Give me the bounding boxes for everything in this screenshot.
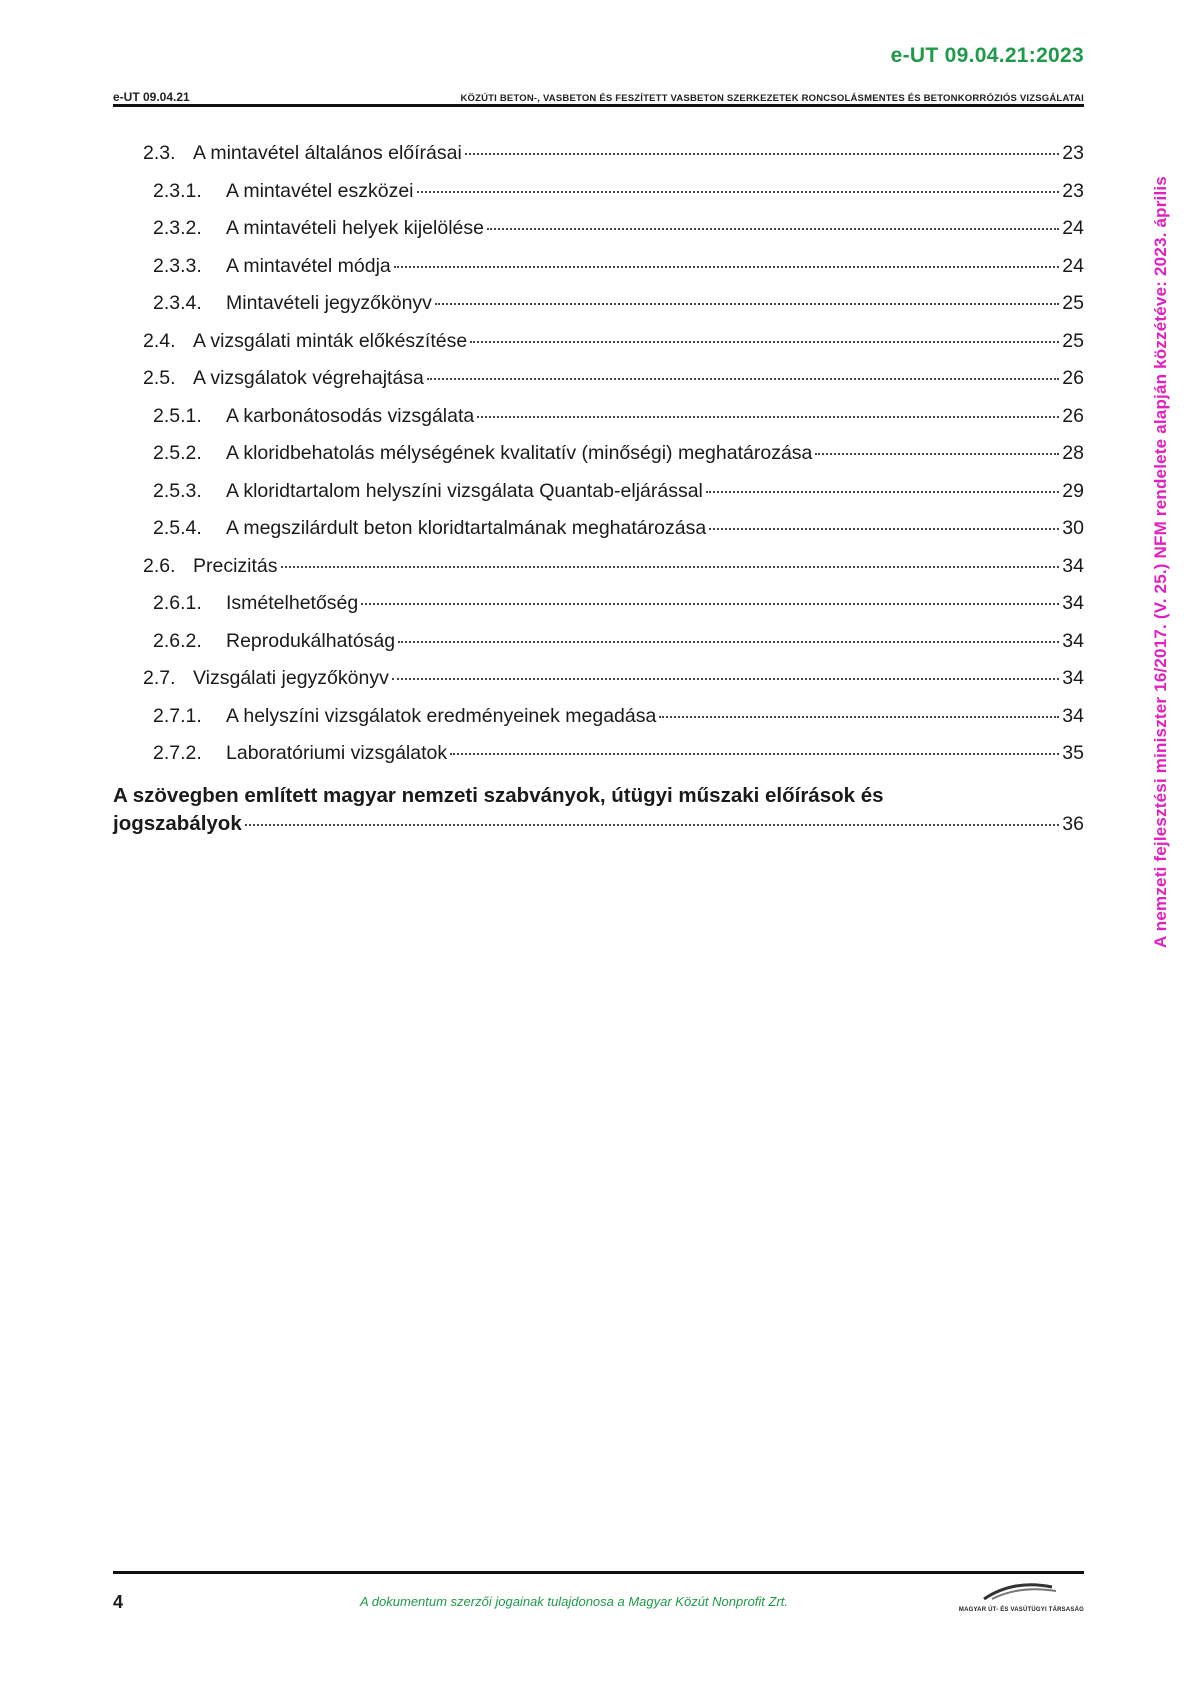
header-short-code: e-UT 09.04.21 (113, 90, 190, 104)
toc-entry-page: 34 (1062, 667, 1084, 689)
toc-entry-number: 2.5.1. (153, 404, 202, 427)
toc-entry-page: 25 (1062, 329, 1084, 352)
toc-entry-page: 30 (1062, 517, 1084, 539)
header-title: KÖZÚTI BETON-, VASBETON ÉS FESZÍTETT VASBETON SZERKEZETEK RONCSOLÁSMENTES ÉS BETONKORRÓZIÓS VIZSGÁLATAI (460, 93, 1084, 104)
toc-entry-title: A kloridtartalom helyszíni vizsgálata Quantab-eljárással (226, 479, 703, 502)
dot-leader (427, 378, 1059, 380)
footer-rule (113, 1571, 1084, 1574)
toc-entry[interactable] (113, 480, 1084, 518)
toc-entry[interactable] (113, 592, 1084, 630)
toc-entry-number: 2.7. (143, 667, 176, 689)
toc-entry-title: A mintavételi helyek kijelölése (226, 217, 484, 239)
running-header (113, 84, 1084, 104)
dot-leader (470, 341, 1059, 343)
toc-entry-page: 34 (1062, 629, 1084, 652)
footer-copyright: A dokumentum szerzői jogainak tulajdonosa a Magyar Közút Nonprofit Zrt. (360, 1594, 789, 1609)
toc-final-line2 (113, 810, 1084, 838)
toc-entry-title: Reprodukálhatóság (226, 629, 396, 652)
toc-entry-title: A vizsgálati minták előkészítése (193, 329, 468, 352)
toc-entry-title: A vizsgálatok végrehajtása (193, 367, 424, 389)
dot-leader (706, 491, 1059, 493)
toc-entry-page: 26 (1062, 367, 1084, 389)
toc-entry-standards[interactable] (113, 782, 1084, 838)
dot-leader (435, 303, 1059, 305)
toc-entry[interactable] (113, 405, 1084, 443)
toc-entry-title: A megszilárdult beton kloridtartalmának meghatározása (226, 517, 707, 539)
dot-leader (398, 641, 1059, 643)
page-number: 4 (113, 1592, 124, 1612)
toc-entry-number: 2.6. (143, 554, 176, 577)
toc-final-line1: A szövegben említett magyar nemzeti szabványok, útügyi műszaki előírások és (113, 783, 884, 807)
toc-entry[interactable] (113, 255, 1084, 293)
toc-entry-number: 2.6.1. (153, 592, 202, 614)
toc-entry[interactable] (113, 517, 1084, 555)
toc-entry-title: Ismételhetőség (226, 592, 359, 614)
toc-entry[interactable] (113, 742, 1084, 780)
header-rule (113, 104, 1084, 107)
toc-entry[interactable] (113, 667, 1084, 705)
dot-leader (394, 266, 1060, 268)
organization-logo (934, 1577, 1084, 1613)
toc-entry[interactable] (113, 292, 1084, 330)
side-publication-note: A nemzeti fejlesztési miniszter 16/2017. (V. 25.) NFM rendelete alapján közzétéve: 2023. április (1151, 176, 1170, 948)
dot-leader (487, 228, 1059, 230)
toc-entry-number: 2.6.2. (153, 629, 202, 652)
toc-entry-page: 34 (1062, 592, 1084, 614)
toc-entry-number: 2.5.3. (153, 479, 202, 502)
dot-leader (392, 678, 1059, 680)
toc-entry-number: 2.7.2. (153, 742, 202, 764)
toc-final-title-end: jogszabályok (113, 811, 242, 835)
toc-entry[interactable] (113, 180, 1084, 218)
toc-entry-number: 2.4. (143, 329, 176, 352)
dot-leader (281, 566, 1060, 568)
toc-entry[interactable] (113, 442, 1084, 480)
logo-text: MAGYAR ÚT- ÉS VASÚTÜGYI TÁRSASÁG (958, 1607, 1084, 1613)
dot-leader (245, 824, 1060, 826)
toc-entry-title: Precizitás (193, 554, 278, 577)
toc-entry-number: 2.3.3. (153, 254, 202, 277)
toc-entry-number: 2.3. (143, 142, 176, 164)
toc-entry[interactable] (113, 367, 1084, 405)
toc-entry[interactable] (113, 142, 1084, 180)
toc-entry-page: 25 (1062, 292, 1084, 314)
toc-entry-title: A mintavétel eszközei (226, 179, 414, 202)
toc-final-page: 36 (1062, 812, 1084, 835)
toc-entry-number: 2.3.2. (153, 217, 202, 239)
toc-entry-number: 2.3.4. (153, 292, 202, 314)
dot-leader (465, 153, 1059, 155)
toc-entry-page: 28 (1062, 442, 1084, 464)
dot-leader (709, 528, 1059, 530)
toc-entry-page: 24 (1062, 217, 1084, 239)
toc-entry-page: 23 (1062, 142, 1084, 164)
toc-entry[interactable] (113, 630, 1084, 668)
toc-entry-number: 2.3.1. (153, 179, 202, 202)
toc-entry-title: A mintavétel módja (226, 254, 391, 277)
toc-entry-page: 29 (1062, 479, 1084, 502)
toc-entry-title: Laboratóriumi vizsgálatok (226, 742, 448, 764)
toc-entry-number: 2.5.2. (153, 442, 202, 464)
toc-entry-title: Vizsgálati jegyzőkönyv (193, 667, 389, 689)
toc-entry[interactable] (113, 555, 1084, 593)
toc-entry-page: 23 (1062, 179, 1084, 202)
dot-leader (659, 716, 1059, 718)
toc-entry[interactable] (113, 330, 1084, 368)
toc-entry-title: A mintavétel általános előírásai (193, 142, 462, 164)
table-of-contents (113, 142, 1084, 838)
dot-leader (477, 416, 1059, 418)
toc-entry-page: 34 (1062, 704, 1084, 727)
toc-entry-title: Mintavételi jegyzőkönyv (226, 292, 432, 314)
toc-entry[interactable] (113, 705, 1084, 743)
toc-entry-page: 34 (1062, 554, 1084, 577)
toc-entry-title: A helyszíni vizsgálatok eredményeinek megadása (226, 704, 657, 727)
toc-entry-number: 2.5. (143, 367, 176, 389)
dot-leader (361, 603, 1059, 605)
toc-entry-number: 2.5.4. (153, 517, 202, 539)
toc-entry-title: A karbonátosodás vizsgálata (226, 404, 475, 427)
dot-leader (417, 191, 1060, 193)
toc-entry-page: 35 (1062, 742, 1084, 764)
toc-entry-title: A kloridbehatolás mélységének kvalitatív (minőségi) meghatározása (226, 442, 813, 464)
dot-leader (450, 753, 1059, 755)
toc-entry[interactable] (113, 217, 1084, 255)
toc-entry-page: 26 (1062, 404, 1084, 427)
document-code: e-UT 09.04.21:2023 (890, 44, 1084, 67)
dot-leader (815, 453, 1059, 455)
toc-entry-page: 24 (1062, 254, 1084, 277)
toc-entry-number: 2.7.1. (153, 704, 202, 727)
